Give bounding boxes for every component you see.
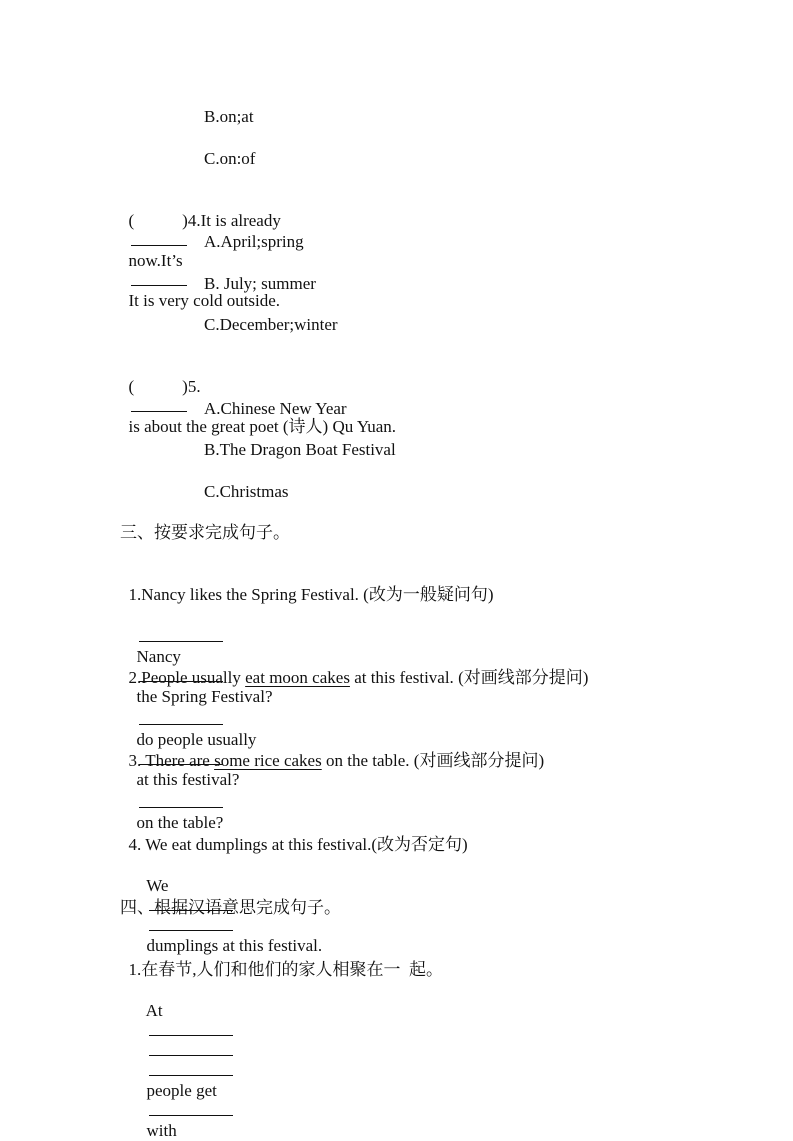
answer-blank[interactable] xyxy=(131,284,187,286)
option-a: A.Chinese New Year xyxy=(204,399,347,418)
exercise-1-answer: At people get with xyxy=(138,981,235,1001)
option-b: B.on;at xyxy=(204,107,254,126)
exercise-4-answer: We dumplings at this festival. xyxy=(146,876,323,955)
section-heading: 四、根据汉语意思完成句子。 xyxy=(120,898,341,917)
underlined-phrase: some rice cakes xyxy=(214,751,322,770)
question-text: It is already xyxy=(200,211,281,230)
answer-blank[interactable] xyxy=(139,640,223,642)
option-b: B.The Dragon Boat Festival xyxy=(204,440,396,459)
option-b: B. July; summer xyxy=(204,274,316,293)
answer-blank[interactable] xyxy=(139,723,223,725)
question-text: is about the great poet (诗人) Qu Yuan. xyxy=(128,417,397,436)
question-number: )4. xyxy=(182,211,201,230)
answer-paren-open: ( xyxy=(128,211,135,230)
section-heading: 三、按要求完成句子。 xyxy=(120,523,290,542)
question-number: )5. xyxy=(182,377,201,396)
exercise-3-answer: on the table? xyxy=(128,773,225,793)
answer-paren-open: ( xyxy=(128,377,135,396)
exercise-1-answer: Nancy the Spring Festival? xyxy=(128,607,272,627)
exercise-1: 1.在春节,人们和他们的家人相聚在一 起。 xyxy=(128,960,443,979)
underlined-phrase: eat moon cakes xyxy=(245,668,350,687)
exercise-2-answer: do people usually at this festival? xyxy=(128,690,256,710)
answer-blank[interactable] xyxy=(131,244,187,246)
question-text: now.It’s xyxy=(128,251,183,270)
answer-blank[interactable] xyxy=(149,1054,233,1056)
exercise-2: 2.People usually eat moon cakes at this festival. (对画线部分提问) xyxy=(128,668,589,687)
answer-blank[interactable] xyxy=(131,410,187,412)
exercise-1: 1.Nancy likes the Spring Festival. (改为一般疑问句) xyxy=(128,585,494,604)
option-c: C.on:of xyxy=(204,149,256,168)
answer-blank[interactable] xyxy=(139,806,223,808)
option-c: C.Christmas xyxy=(204,482,289,501)
answer-blank[interactable] xyxy=(149,1114,233,1116)
question-text: It is very cold outside. xyxy=(128,291,281,310)
option-c: C.December;winter xyxy=(204,315,338,334)
option-a: A.April;spring xyxy=(204,232,304,251)
answer-blank[interactable] xyxy=(149,1034,233,1036)
exercise-4: 4. We eat dumplings at this festival.(改为否定句) xyxy=(128,835,468,854)
answer-blank[interactable] xyxy=(149,1074,233,1076)
answer-blank[interactable] xyxy=(149,929,233,931)
exercise-3: 3. There are some rice cakes on the table. (对画线部分提问) xyxy=(128,751,545,770)
